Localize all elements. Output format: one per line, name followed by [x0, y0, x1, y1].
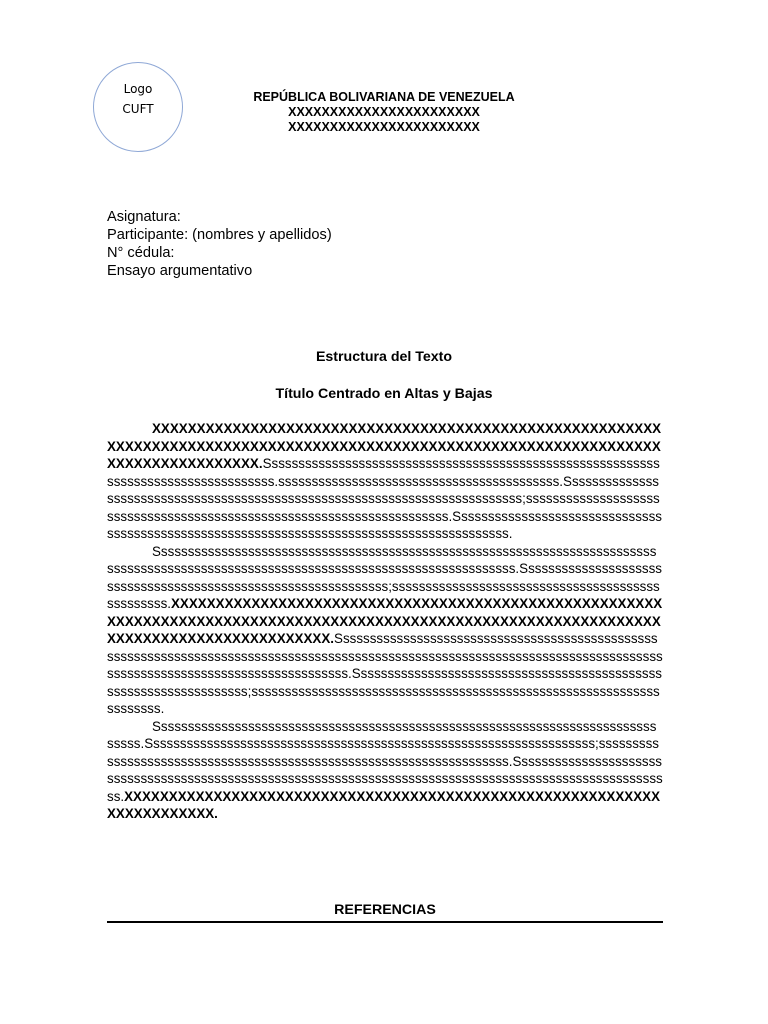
- logo-institution: CUFT: [122, 102, 154, 116]
- header-line-2: XXXXXXXXXXXXXXXXXXXXXXX: [288, 105, 480, 119]
- paragraph-2-text-a: Ssssssssssssssssssssssssssssssssssssssssssssssssssssssssssssssssssssssssssssssssssssssssssssssssssssssssssssssssssssssssssssssssssssssss.Sssssssssssssssssssssssssssssssssssssssssssssssssssssssssssssss;sssssssssssssssssssssssssssssssssssssssssssssssss.: [107, 543, 662, 611]
- essay-title: Título Centrado en Altas y Bajas: [275, 386, 493, 402]
- paragraph-1-bold: XXXXXXXXXXXXXXXXXXXXXXXXXXXXXXXXXXXXXXXXXXXXXXXXXXXXXXXXXXXXXXXXXXXXXXXXXXXXXXXXXXXXXXXXXXXXXXXXXXXXXXXXXXXXXXXXXXXXXXXXXXXXXXXXXXXXXXXX.: [107, 421, 662, 471]
- paragraph-2: [107, 543, 663, 718]
- paragraph-1: [107, 420, 663, 543]
- document-header: [184, 90, 584, 135]
- header-line-3: XXXXXXXXXXXXXXXXXXXXXXX: [288, 120, 480, 134]
- meta-tipo: Ensayo argumentativo: [107, 263, 253, 279]
- meta-participante: Participante: (nombres y apellidos): [107, 227, 332, 243]
- logo-placeholder: [93, 62, 183, 152]
- header-country: REPÚBLICA BOLIVARIANA DE VENEZUELA: [253, 90, 515, 104]
- meta-asignatura: Asignatura:: [107, 209, 181, 225]
- paragraph-2-text-b: Sssssssssssssssssssssssssssssssssssssssssssssssssssssssssssssssssssssssssssssssssssssssssssssssssssssssssssssssssssssssssssssssssssssssssssssssssssssssssssssssssssssss.Sssssssssssssssssssssssssssssssssssssssssssssssssssssssssssssssssss;sssssssssssssssssssssssssssssssssssssssssssssssssssssssssssssssssssss.: [107, 631, 663, 716]
- structure-title: Estructura del Texto: [315, 349, 453, 365]
- paragraph-3-text: Ssssssssssssssssssssssssssssssssssssssssssssssssssssssssssssssssssssssssssssssss.Sssssssssssssssssssssssssssssssssssssssssssssssssssssssssssssssssss;sssssssssssssssssssssssssssssssssssssssssssssssssssssssssssssssssssss.Sssssssssssssssssssssssssssssssssssssssssssssssssssssssssssssssssssssssssssssssssssssssssssssssssssssssssss.: [107, 718, 663, 804]
- logo-label: Logo: [123, 82, 153, 96]
- paragraph-3: [107, 718, 663, 823]
- document-meta: [107, 208, 332, 280]
- paragraph-2-bold: XXXXXXXXXXXXXXXXXXXXXXXXXXXXXXXXXXXXXXXXXXXXXXXXXXXXXXXXXXXXXXXXXXXXXXXXXXXXXXXXXXXXXXXXXXXXXXXXXXXXXXXXXXXXXXXXXXXXXXXXXXXXXXXXXXXXXXXXXXXXXX.: [107, 596, 663, 646]
- meta-cedula: N° cédula:: [107, 245, 175, 261]
- paragraph-3-bold: XXXXXXXXXXXXXXXXXXXXXXXXXXXXXXXXXXXXXXXXXXXXXXXXXXXXXXXXXXXXXXXXXXXXXXXX.: [107, 788, 661, 821]
- essay-body: [107, 420, 663, 823]
- paragraph-1-text: Ssssssssssssssssssssssssssssssssssssssssssssssssssssssssssssssssssssssssssssssssssss.ssssssssssssssssssssssssssssssssssssssssss.Ssssssssssssssssssssssssssssssssssssssssssssssssssssssssssssssssssssssssssss;sssssssssssssssssssssssssssssssssssssssssssssssssssssssssssssssssssssss.Sssssssssssssssssssssssssssssssssssssssssssssssssssssssssssssssssssssssssssssssssssssssssss.: [107, 456, 662, 541]
- references-heading: REFERENCIAS: [107, 902, 663, 923]
